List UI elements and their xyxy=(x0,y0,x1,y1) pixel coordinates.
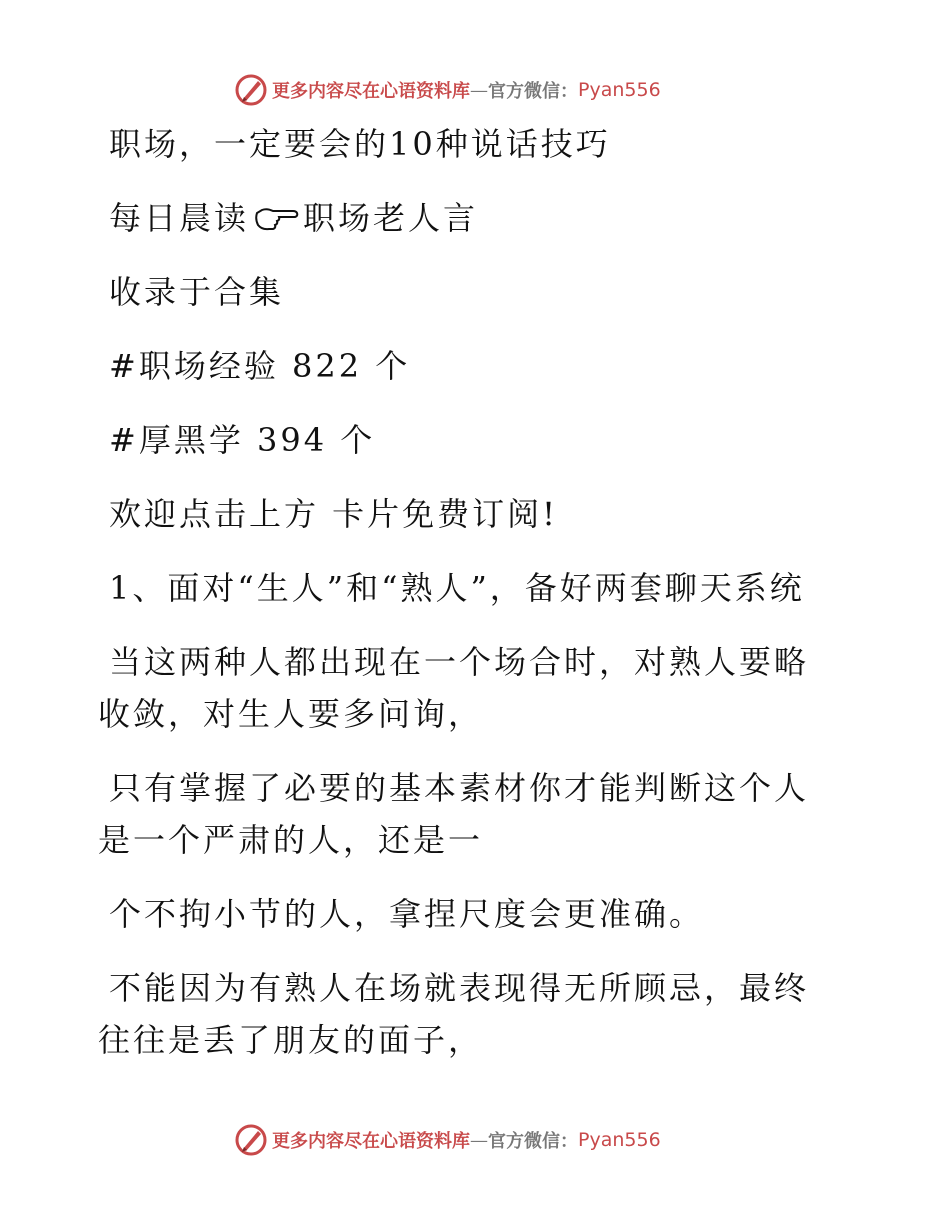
banner-main-text: 更多内容尽在心语资料库 xyxy=(272,1131,470,1152)
tag-workplace-experience[interactable]: #职场经验 822 个 xyxy=(109,347,411,385)
paragraph-2: 只有掌握了必要的基本素材你才能判断这个人是一个严肃的人，还是一 xyxy=(98,769,810,859)
banner-dash: — xyxy=(470,79,488,101)
subscribe-prompt: 欢迎点击上方 卡片免费订阅! xyxy=(109,495,559,533)
morning-read-line xyxy=(98,192,858,244)
header-banner xyxy=(234,72,661,108)
article-title: 职场，一定要会的10种说话技巧 xyxy=(109,125,611,163)
section-heading-1: 1、面对“生人”和“熟人”，备好两套聊天系统 xyxy=(109,569,805,607)
morning-prefix: 每日晨读 xyxy=(109,199,250,237)
banner-wechat-label: 官方微信： xyxy=(488,81,578,102)
morning-suffix: 职场老人言 xyxy=(303,199,479,237)
banner-dash: — xyxy=(470,1129,488,1151)
banner-wechat-label: 官方微信： xyxy=(488,1131,578,1152)
tag-thick-black-study[interactable]: #厚黑学 394 个 xyxy=(109,421,376,459)
banner-wechat-id: Pyan556 xyxy=(578,79,661,101)
paragraph-4: 不能因为有熟人在场就表现得无所顾忌，最终往往是丢了朋友的面子， xyxy=(98,969,810,1059)
document-body xyxy=(98,118,858,1066)
pointing-hand-icon xyxy=(253,205,299,233)
paragraph-1: 当这两种人都出现在一个场合时，对熟人要略收敛，对生人要多问询， xyxy=(98,643,810,733)
footer-banner xyxy=(234,1122,661,1158)
pen-circle-logo-icon xyxy=(234,73,268,107)
banner-main-text: 更多内容尽在心语资料库 xyxy=(272,81,470,102)
pen-circle-logo-icon xyxy=(234,1123,268,1157)
collection-label: 收录于合集 xyxy=(109,273,285,311)
paragraph-3: 个不拘小节的人，拿捏尺度会更准确。 xyxy=(109,895,705,933)
banner-wechat-id: Pyan556 xyxy=(578,1129,661,1151)
